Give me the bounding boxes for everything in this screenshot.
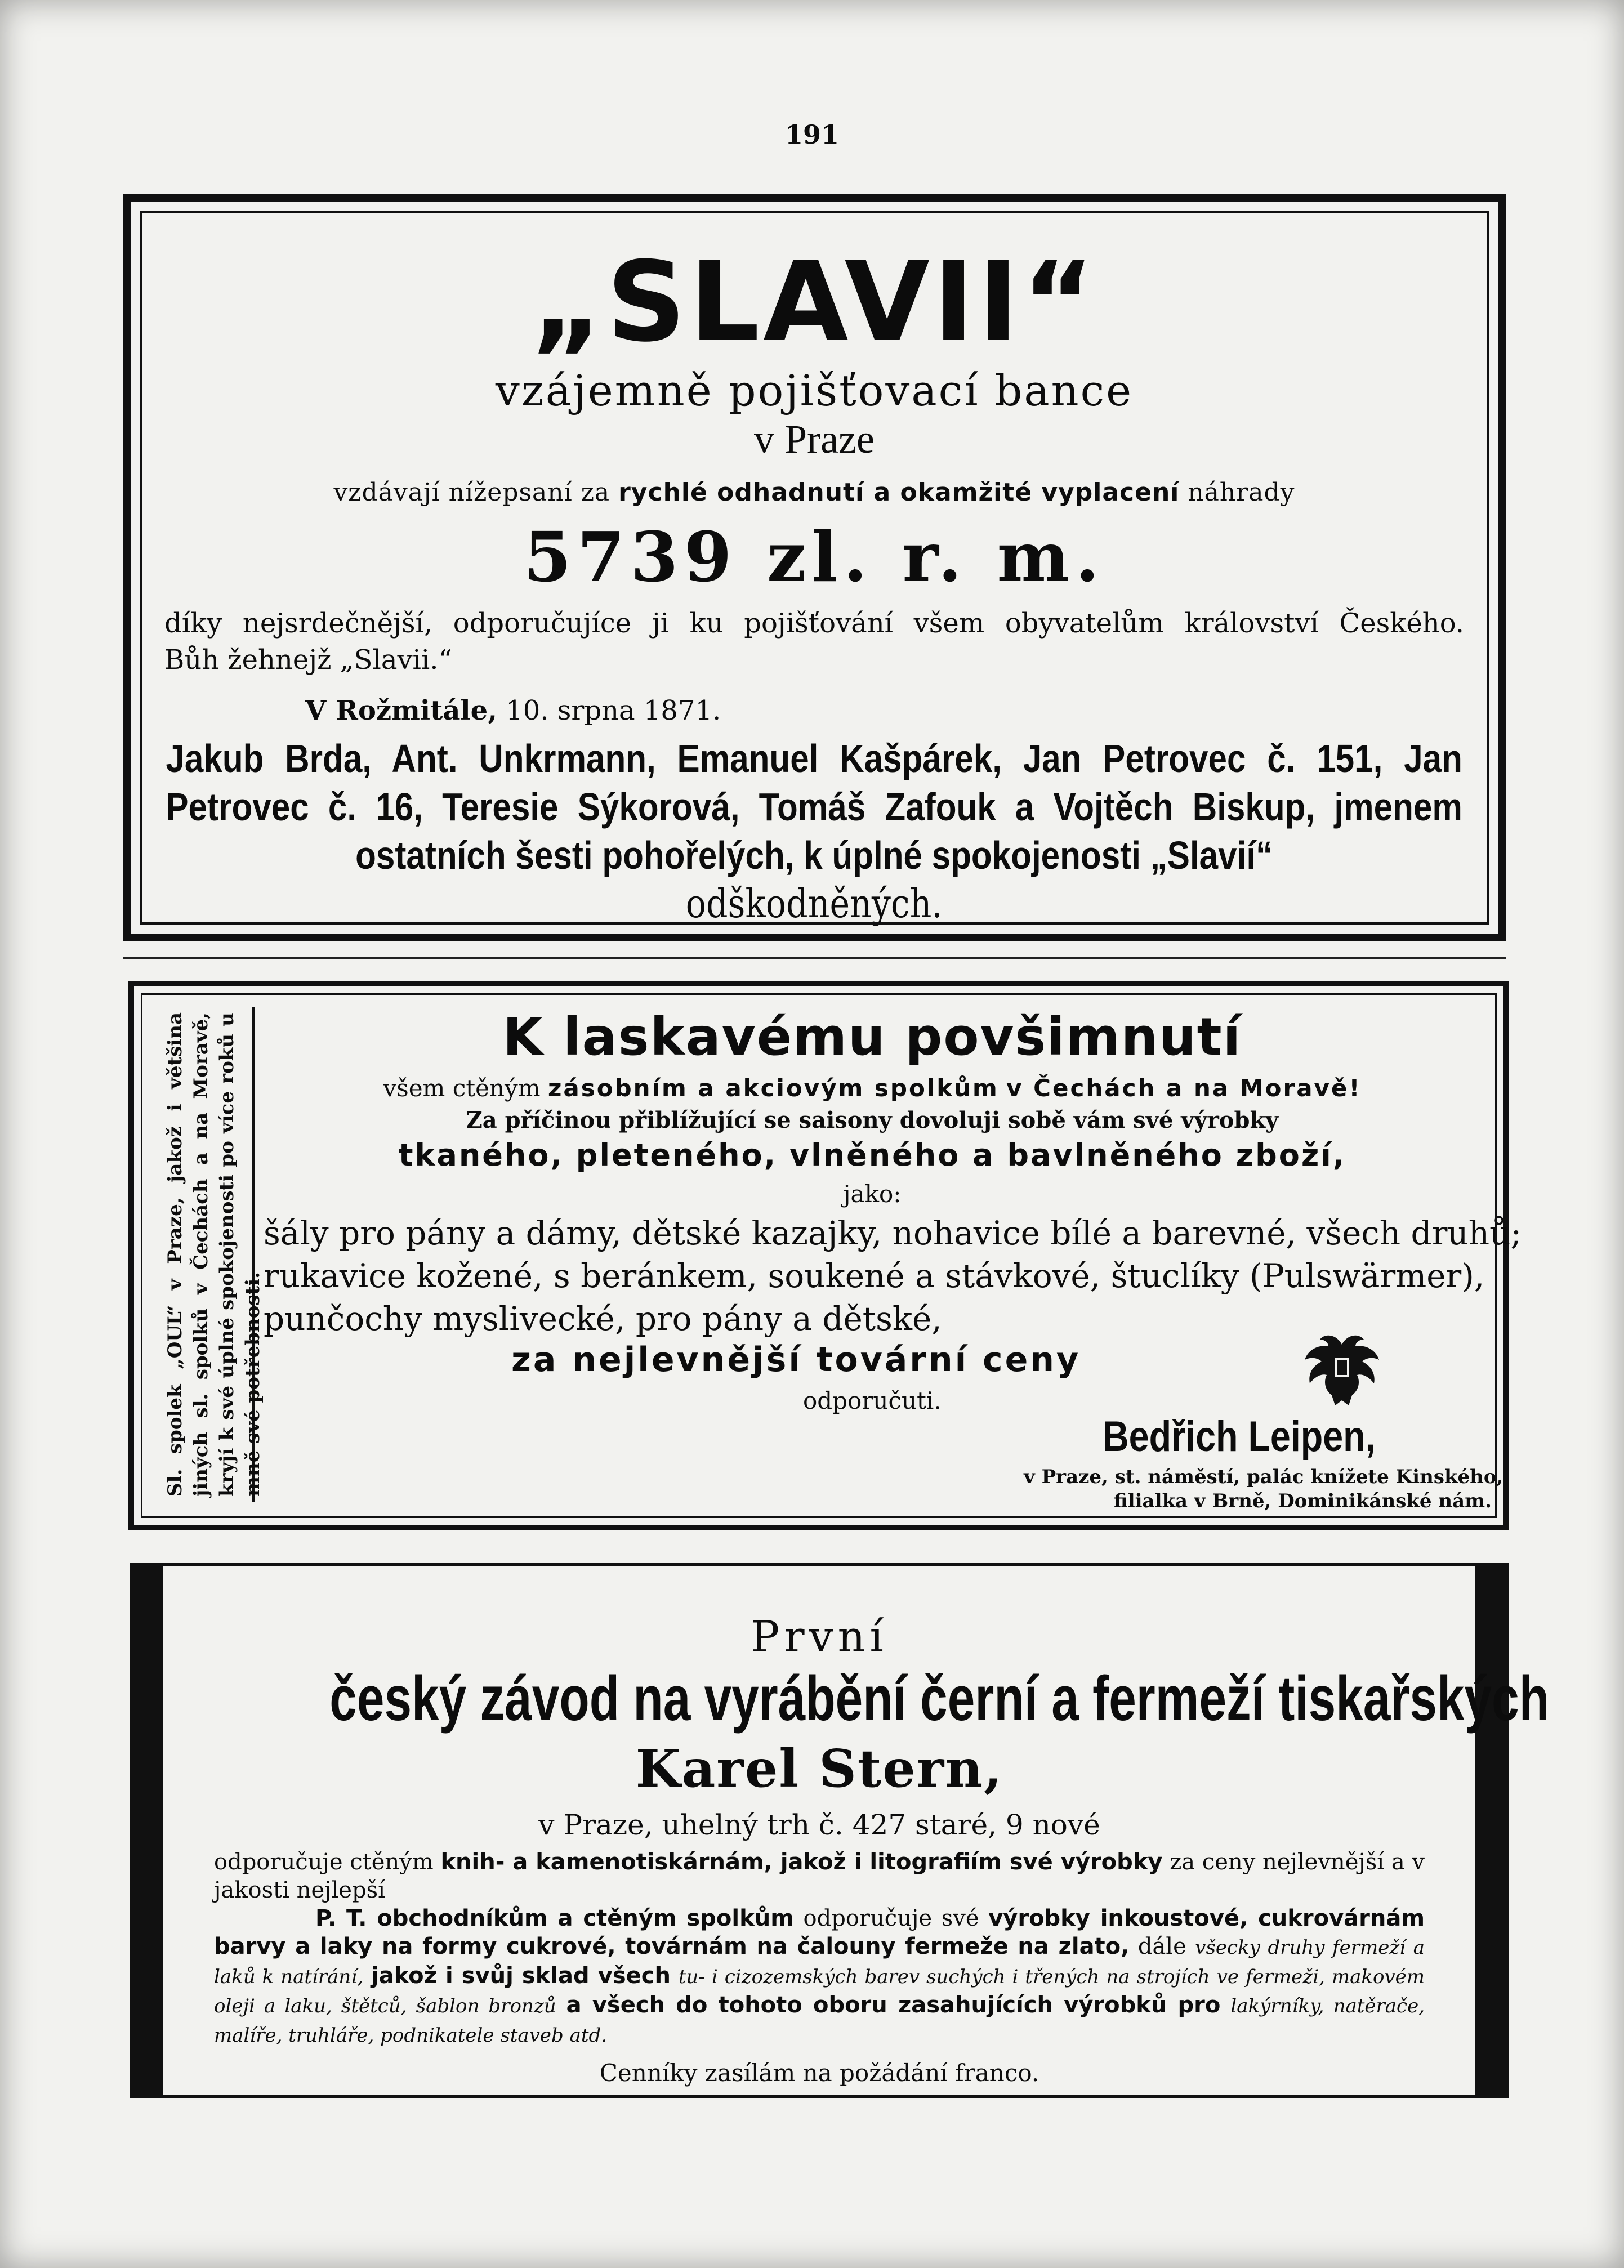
slavia-names-end: odškodněných. [686, 881, 943, 927]
leipen-goods-list [264, 1212, 1522, 1340]
slavia-recommendation: díky nejsrdečnější, odporučujíce ji ku pojišťování všem obyvatelům království Českého. [164, 608, 1464, 639]
stern-title: český závod na vyrábění černí a fermeží tiskařských [329, 1663, 1550, 1734]
leipen-side-text: Sl. spolek „OUL“ v Praze, jakož i většina jiných sl. spolků v Čechách a na Moravě, kryjí k své úplné spokojenosti po více roků u mně své potřebnosti. [164, 1012, 264, 1497]
stern-p1-b: knih- a kamenotiskárnám, jakož i litografiím své výrobky [440, 1849, 1163, 1875]
page-number: 191 [784, 119, 840, 150]
leipen-price-line: za nejlevnější tovární ceny [511, 1340, 1081, 1379]
leipen-jako: jako: [843, 1180, 902, 1208]
list-item: šály pro pány a dámy, dětské kazajky, nohavice bílé a barevné, všech druhů; [264, 1214, 1522, 1252]
leipen-title: K laskavému povšimnutí [502, 1007, 1242, 1067]
double-headed-eagle-icon [1300, 1328, 1384, 1412]
slavia-place: v Praze [754, 417, 875, 462]
slavia-signatories [166, 734, 1462, 928]
slavia-advertisement [123, 194, 1506, 941]
list-item: punčochy myslivecké, pro pány a dětské, [264, 1300, 942, 1338]
slavia-line1-c: náhrady [1188, 478, 1295, 507]
stern-p2-b: odporučuje své [803, 1905, 979, 1931]
leipen-signature: Bedřich Leipen, [1103, 1413, 1376, 1461]
stern-p2-g: tu- i cizozemských barev suchých i třených na strojích ve fermeži, makovém oleji a laku, štětců, šablon bronzů [214, 1966, 1425, 2017]
leipen-address-brno: filialka v Brně, Dominikánské nám. [1114, 1490, 1492, 1512]
leipen-recommend: odporučuti. [803, 1387, 942, 1414]
leipen-goods-line: tkaného, pleteného, vlněného a bavlněného zboží, [398, 1137, 1346, 1173]
leipen-line1-c: v Čechách a na Moravě! [1006, 1074, 1362, 1102]
stern-paragraph-1 [214, 1848, 1425, 1904]
stern-content [191, 1566, 1550, 2095]
leipen-body [264, 1007, 1522, 1514]
stern-p2-e: všecky druhy fermeží a laků k natírání, [214, 1936, 1425, 1988]
stern-p2-d: dále [1137, 1934, 1186, 1959]
leipen-address-line [264, 1074, 1481, 1102]
stern-paragraph-2 [214, 1904, 1425, 2050]
stern-p2-h: a všech do tohoto oboru zasahujících výrobků pro [566, 1992, 1221, 2018]
leipen-address-prague: v Praze, st. náměstí, palác knížete Kinského, [1024, 1466, 1503, 1488]
slavia-date-day: 10. srpna 1871. [506, 695, 721, 726]
stern-advertisement [130, 1563, 1550, 2098]
slavia-title: „SLAVII“ [530, 238, 1098, 367]
stern-name: Karel Stern, [635, 1738, 1003, 1799]
leipen-line1-b: zásobním a akciovým spolkům [547, 1074, 999, 1102]
stern-address: v Praze, uhelný trh č. 427 staré, 9 nové [538, 1809, 1100, 1841]
list-item: rukavice kožené, s beránkem, soukené a stávkové, štuclíky (Pulswärmer), [264, 1257, 1485, 1295]
stern-p2-f: jakož i svůj sklad všech [371, 1963, 671, 1989]
slavia-date-place: V Rožmitále, [305, 695, 497, 726]
slavia-blessing: Bůh žehnejž „Slavii.“ [164, 644, 453, 676]
slavia-subtitle: vzájemně pojišťovací bance [495, 365, 1134, 416]
stern-p2-i: lakýrníky, natěrače, malíře, truhláře, podnikatele staveb atd. [214, 1995, 1425, 2047]
slavia-line1-b: rychlé odhadnutí a okamžité vyplacení [618, 478, 1180, 507]
leipen-intro-line: Za příčinou přiblížující se saisony dovoluji sobě vám své výrobky [466, 1107, 1279, 1133]
leipen-line1-a: všem ctěným [383, 1074, 541, 1102]
leipen-side-column [157, 1007, 264, 1502]
stern-footer: Cenníky zasílám na požádání franco. [599, 2059, 1039, 2087]
slavia-thanks-line [164, 478, 1464, 507]
slavia-names-text: Jakub Brda, Ant. Unkrmann, Emanuel Kašpárek, Jan Petrovec č. 151, Jan Petrovec č. 16, Teresie Sýkorová, Tomáš Zafouk a Vojtěch Biskup, jmenem ostatních šesti pohořelých, k úplné spokojenosti „Slavií“ [166, 736, 1463, 877]
stern-p2-c: výrobky inkoustové, cukrovárnám barvy a laky na formy cukrové, továrnám na čalouny fermeže na zlato, [214, 1905, 1425, 1959]
slavia-date [305, 695, 721, 726]
slavia-line1-a: vzdávají nížepsaní za [333, 478, 610, 507]
divider-rule [123, 957, 1506, 959]
stern-first: První [751, 1611, 888, 1662]
slavia-amount: 5739 zl. r. m. [523, 516, 1105, 597]
stern-p2-a: P. T. obchodníkům a ctěným spolkům [315, 1905, 794, 1931]
leipen-advertisement [128, 981, 1522, 1530]
stern-p1-c: za ceny nejlevnější a v jakosti nejlepší [214, 1849, 1425, 1903]
stern-p1-a: odporučuje ctěným [214, 1849, 434, 1875]
